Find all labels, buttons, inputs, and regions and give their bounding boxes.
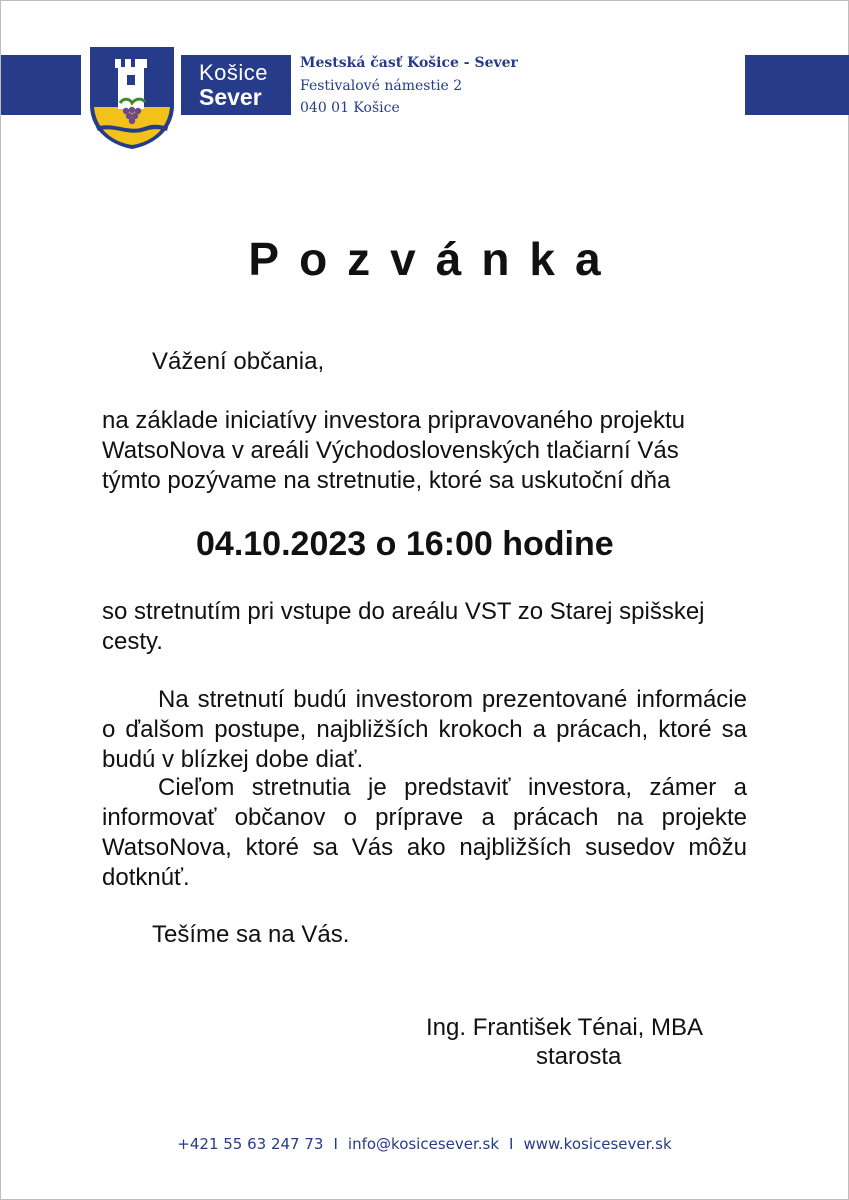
- paragraph-line: prácach, ktoré sa budú v blízkej dobe diať.: [102, 716, 747, 773]
- footer-website[interactable]: www.kosicesever.sk: [523, 1135, 672, 1153]
- greeting: Vážení občania,: [152, 348, 325, 375]
- closing-line: Tešíme sa na Vás.: [152, 921, 350, 948]
- footer-contacts: [0, 1135, 849, 1153]
- signer-role: starosta: [536, 1043, 622, 1070]
- paragraph-line: informácie o ďalšom postupe, najbližších krokoch a: [102, 686, 747, 743]
- footer-separator: I: [333, 1135, 338, 1153]
- paragraph-line: cesty.: [102, 628, 163, 655]
- footer-phone: +421 55 63 247 73: [177, 1135, 324, 1153]
- address-city: 040 01 Košice: [300, 100, 400, 116]
- meeting-datetime: 04.10.2023 o 16:00 hodine: [196, 525, 614, 563]
- paragraph-line: týmto pozývame na stretnutie, ktoré sa uskutoční dňa: [102, 467, 671, 494]
- footer-email[interactable]: info@kosicesever.sk: [347, 1135, 500, 1153]
- logo-text-line2: Sever: [199, 84, 262, 110]
- paragraph-location: [102, 597, 747, 657]
- address-street: Festivalové námestie 2: [300, 78, 463, 94]
- footer-separator: I: [509, 1135, 514, 1153]
- logo: [181, 55, 291, 115]
- paragraph-line: Na stretnutí budú investorom prezentované: [158, 686, 628, 713]
- paragraph-line: na základe iniciatívy investora pripravovaného projektu: [102, 407, 685, 434]
- castle-grapes-crest-icon: [88, 45, 176, 150]
- paragraph-agenda: [102, 685, 747, 775]
- paragraph-invitation: [102, 406, 747, 496]
- org-name: Mestská časť Košice - Sever: [300, 55, 518, 71]
- paragraph-line: projekte WatsoNova, ktoré sa Vás ako najbližších: [102, 804, 748, 861]
- paragraph-line: susedov môžu dotknúť.: [102, 834, 748, 891]
- paragraph-line: zámer a informovať občanov o príprave a prácach na: [102, 774, 747, 831]
- paragraph-line: Cieľom stretnutia je predstaviť investora,: [158, 774, 633, 801]
- logo-text-line1: Košice: [199, 60, 269, 85]
- signer-name: Ing. František Ténai, MBA: [426, 1014, 704, 1041]
- header-bar-left: [1, 55, 81, 115]
- paragraph-purpose: [102, 773, 747, 893]
- document-title: Pozvánka: [248, 233, 621, 285]
- paragraph-line: WatsoNova v areáli Východoslovenských tlačiarní Vás: [102, 437, 679, 464]
- paragraph-line: so stretnutím pri vstupe do areálu VST zo Starej spišskej: [102, 598, 705, 625]
- header-bar-right: [745, 55, 849, 115]
